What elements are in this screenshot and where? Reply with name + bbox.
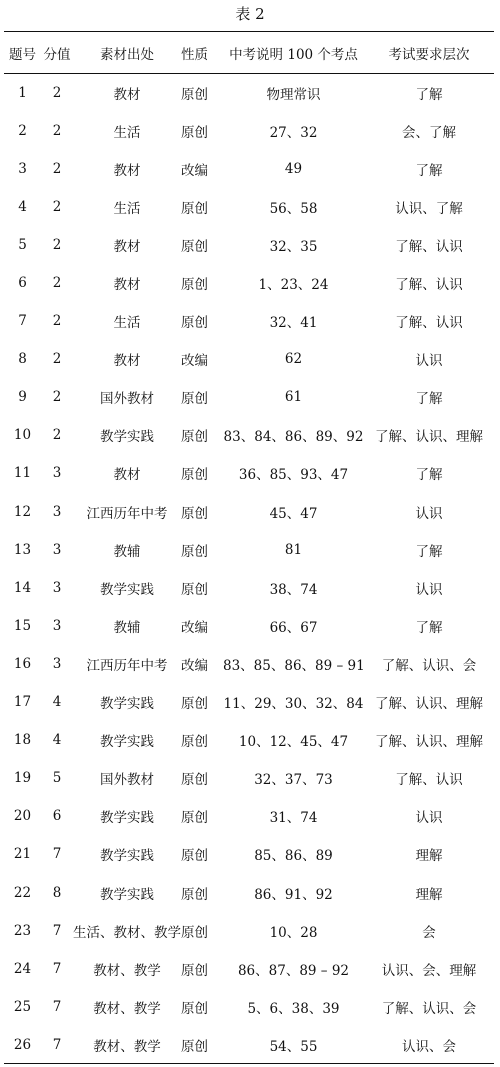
cell-material-source: 生活、教材、教学 — [73, 924, 181, 941]
cell-nature: 原创 — [181, 848, 208, 865]
cell-score: 2 — [52, 84, 62, 101]
cell-score: 3 — [52, 465, 62, 482]
cell-exam-points: 10、28 — [269, 924, 318, 941]
cell-score: 3 — [52, 503, 62, 520]
cell-nature: 原创 — [181, 581, 208, 598]
cell-requirement-level: 认识 — [415, 810, 443, 827]
cell-score: 7 — [41, 1026, 73, 1064]
cell-score: 8 — [52, 884, 62, 901]
table-row — [4, 607, 494, 645]
table-row — [4, 873, 494, 911]
table-row — [4, 226, 494, 264]
cell-score: 2 — [52, 198, 62, 215]
cell-nature: 原创 — [181, 86, 208, 103]
cell-requirement-level: 了解 — [415, 86, 443, 103]
cell-exam-points: 10、12、45、47 — [238, 734, 349, 751]
cell-nature: 改编 — [181, 657, 208, 674]
cell-question-number: 25 — [13, 998, 32, 1015]
cell-exam-points: 83、85、86、89 – 91 — [223, 657, 365, 674]
header-material-source: 素材出处 — [73, 32, 181, 74]
cell-score: 2 — [52, 236, 62, 253]
cell-question-number: 21 — [13, 846, 32, 863]
header-question-number: 题号 — [4, 32, 41, 74]
header-score: 分值 — [41, 32, 73, 74]
table-row — [4, 683, 494, 721]
exam-analysis-table — [4, 31, 494, 1064]
cell-material-source: 教材 — [113, 353, 141, 370]
cell-material-source: 教辅 — [113, 619, 141, 636]
cell-question-number: 9 — [18, 389, 27, 406]
table-row — [4, 264, 494, 302]
cell-exam-points: 85、86、89 — [254, 848, 333, 865]
cell-requirement-level: 了解 — [415, 391, 443, 408]
cell-requirement-level: 了解 — [415, 619, 443, 636]
table-row — [4, 569, 494, 607]
cell-nature: 原创 — [181, 1000, 208, 1017]
cell-material-source: 国外教材 — [100, 391, 154, 408]
cell-material-source: 教辅 — [113, 543, 141, 560]
cell-exam-points: 32、37、73 — [254, 772, 333, 789]
cell-score: 2 — [52, 275, 62, 292]
cell-exam-points: 11、29、30、32、84 — [223, 696, 364, 713]
cell-material-source: 教材 — [113, 467, 141, 484]
cell-question-number: 4 — [18, 198, 27, 215]
cell-exam-points: 56、58 — [269, 200, 318, 217]
cell-score: 2 — [52, 313, 62, 330]
cell-nature: 原创 — [181, 467, 208, 484]
cell-question-number: 22 — [13, 884, 32, 901]
table-row — [4, 378, 494, 416]
cell-exam-points: 31、74 — [269, 810, 318, 827]
table-row — [4, 912, 494, 950]
cell-question-number: 1 — [18, 84, 27, 101]
cell-nature: 改编 — [181, 162, 208, 179]
table-row — [4, 950, 494, 988]
cell-requirement-level: 了解、认识、会 — [381, 657, 477, 674]
cell-exam-points: 5、6、38、39 — [247, 1000, 340, 1017]
cell-requirement-level: 认识、会、理解 — [381, 962, 477, 979]
cell-score: 4 — [52, 732, 62, 749]
cell-score: 3 — [52, 617, 62, 634]
cell-requirement-level: 了解、认识 — [395, 238, 463, 255]
table-row — [4, 797, 494, 835]
cell-score: 5 — [52, 770, 62, 787]
cell-nature: 原创 — [181, 886, 208, 903]
table-row — [4, 531, 494, 569]
table-row — [4, 302, 494, 340]
cell-score: 3 — [52, 579, 62, 596]
cell-nature: 原创 — [181, 315, 208, 332]
cell-nature: 原创 — [181, 734, 208, 751]
table-row — [4, 645, 494, 683]
table-row — [4, 416, 494, 454]
cell-requirement-level: 认识、了解 — [395, 200, 463, 217]
cell-material-source: 江西历年中考 — [86, 505, 168, 522]
table-row — [4, 74, 494, 112]
cell-requirement-level: 理解 — [415, 886, 443, 903]
cell-score: 2 — [52, 160, 62, 177]
cell-material-source: 生活 — [113, 124, 141, 141]
cell-question-number: 13 — [13, 541, 32, 558]
cell-exam-points: 83、84、86、89、92 — [223, 429, 364, 446]
cell-material-source: 教材 — [113, 162, 141, 179]
cell-requirement-level: 了解、认识 — [395, 277, 463, 294]
cell-requirement-level: 了解、认识、理解 — [375, 696, 483, 713]
cell-question-number: 8 — [18, 351, 27, 368]
cell-nature: 原创 — [181, 772, 208, 789]
cell-material-source: 国外教材 — [100, 772, 154, 789]
cell-requirement-level: 了解 — [415, 162, 443, 179]
table-row — [4, 835, 494, 873]
cell-exam-points: 38、74 — [269, 581, 318, 598]
cell-material-source: 教学实践 — [100, 581, 154, 598]
cell-question-number: 26 — [4, 1026, 41, 1064]
cell-nature: 原创 — [181, 505, 208, 522]
cell-nature: 原创 — [181, 238, 208, 255]
cell-question-number: 24 — [13, 960, 32, 977]
cell-nature: 原创 — [181, 277, 208, 294]
table-row — [4, 150, 494, 188]
cell-question-number: 17 — [13, 694, 32, 711]
cell-nature: 原创 — [181, 924, 208, 941]
cell-exam-points: 36、85、93、47 — [238, 467, 349, 484]
table-row — [4, 721, 494, 759]
cell-requirement-level: 理解 — [415, 848, 443, 865]
table-row — [4, 493, 494, 531]
cell-score: 2 — [52, 427, 62, 444]
table-row — [4, 112, 494, 150]
cell-question-number: 14 — [13, 579, 32, 596]
cell-exam-points: 54、55 — [223, 1026, 364, 1064]
cell-question-number: 10 — [13, 427, 32, 444]
cell-nature: 原创 — [181, 429, 208, 446]
table-row — [4, 988, 494, 1026]
cell-requirement-level: 认识 — [415, 581, 443, 598]
cell-nature: 原创 — [181, 810, 208, 827]
cell-material-source: 教材、教学 — [93, 1000, 161, 1017]
cell-question-number: 23 — [13, 922, 32, 939]
cell-nature: 原创 — [181, 391, 208, 408]
cell-exam-points: 49 — [284, 160, 303, 177]
header-requirement-level: 考试要求层次 — [364, 32, 494, 74]
cell-question-number: 2 — [18, 122, 27, 139]
cell-exam-points: 27、32 — [269, 124, 318, 141]
cell-exam-points: 物理常识 — [266, 86, 321, 103]
cell-requirement-level: 认识 — [415, 505, 443, 522]
header-nature: 性质 — [181, 32, 223, 74]
cell-nature: 改编 — [181, 619, 208, 636]
cell-score: 2 — [52, 122, 62, 139]
table-row — [4, 340, 494, 378]
cell-requirement-level: 会 — [422, 924, 436, 941]
cell-material-source: 生活 — [113, 315, 141, 332]
cell-exam-points: 66、67 — [269, 619, 318, 636]
cell-material-source: 教学实践 — [100, 429, 154, 446]
cell-requirement-level: 了解、认识 — [395, 315, 463, 332]
cell-material-source: 教材、教学 — [93, 962, 161, 979]
cell-material-source: 生活 — [113, 200, 141, 217]
cell-question-number: 15 — [13, 617, 32, 634]
cell-exam-points: 62 — [284, 351, 303, 368]
cell-material-source: 教学实践 — [100, 848, 154, 865]
cell-score: 2 — [52, 351, 62, 368]
cell-nature: 原创 — [181, 200, 208, 217]
cell-score: 7 — [52, 922, 62, 939]
cell-nature: 原创 — [181, 696, 208, 713]
cell-score: 3 — [52, 655, 62, 672]
cell-question-number: 16 — [13, 655, 32, 672]
cell-material-source: 教学实践 — [100, 734, 154, 751]
cell-requirement-level: 了解、认识、会 — [381, 1000, 477, 1017]
cell-material-source: 教材、教学 — [73, 1026, 181, 1064]
cell-material-source: 教学实践 — [100, 810, 154, 827]
cell-question-number: 20 — [13, 808, 32, 825]
table-body — [4, 74, 494, 1064]
cell-nature: 原创 — [181, 962, 208, 979]
cell-material-source: 教学实践 — [100, 886, 154, 903]
cell-score: 6 — [52, 808, 62, 825]
cell-question-number: 6 — [18, 275, 27, 292]
table-header — [4, 32, 494, 74]
cell-nature: 原创 — [181, 1026, 223, 1064]
cell-exam-points: 81 — [284, 541, 303, 558]
table-row — [4, 454, 494, 492]
cell-nature: 原创 — [181, 124, 208, 141]
cell-score: 7 — [52, 998, 62, 1015]
cell-question-number: 18 — [13, 732, 32, 749]
cell-question-number: 12 — [13, 503, 32, 520]
cell-exam-points: 86、87、89 – 92 — [237, 962, 350, 979]
cell-requirement-level: 了解 — [415, 543, 443, 560]
cell-question-number: 5 — [18, 236, 27, 253]
cell-material-source: 教材 — [113, 238, 141, 255]
cell-exam-points: 32、41 — [269, 315, 318, 332]
cell-requirement-level: 了解 — [415, 467, 443, 484]
header-exam-points: 中考说明 100 个考点 — [223, 32, 364, 74]
cell-material-source: 江西历年中考 — [86, 657, 168, 674]
cell-exam-points: 86、91、92 — [254, 886, 333, 903]
table-caption: 表 2 — [235, 5, 265, 23]
cell-material-source: 教学实践 — [100, 696, 154, 713]
cell-requirement-level: 会、了解 — [402, 124, 456, 141]
cell-score: 7 — [52, 846, 62, 863]
cell-requirement-level: 认识 — [415, 353, 443, 370]
cell-score: 3 — [52, 541, 62, 558]
cell-exam-points: 32、35 — [269, 238, 318, 255]
header-row — [4, 32, 494, 74]
cell-exam-points: 1、23、24 — [258, 277, 329, 294]
cell-requirement-level: 了解、认识、理解 — [375, 734, 483, 751]
cell-question-number: 19 — [13, 770, 32, 787]
cell-requirement-level: 认识、会 — [364, 1026, 494, 1064]
cell-requirement-level: 了解、认识 — [395, 772, 463, 789]
cell-score: 2 — [52, 389, 62, 406]
cell-question-number: 11 — [13, 465, 32, 482]
cell-requirement-level: 了解、认识、理解 — [375, 429, 483, 446]
cell-exam-points: 61 — [284, 389, 303, 406]
table-row — [4, 759, 494, 797]
table-row — [4, 188, 494, 226]
cell-score: 4 — [52, 694, 62, 711]
cell-score: 7 — [52, 960, 62, 977]
cell-material-source: 教材 — [113, 86, 141, 103]
cell-nature: 改编 — [181, 353, 208, 370]
cell-question-number: 3 — [18, 160, 27, 177]
table-row — [4, 1026, 494, 1064]
cell-exam-points: 45、47 — [269, 505, 318, 522]
cell-material-source: 教材 — [113, 277, 141, 294]
cell-nature: 原创 — [181, 543, 208, 560]
cell-question-number: 7 — [18, 313, 27, 330]
